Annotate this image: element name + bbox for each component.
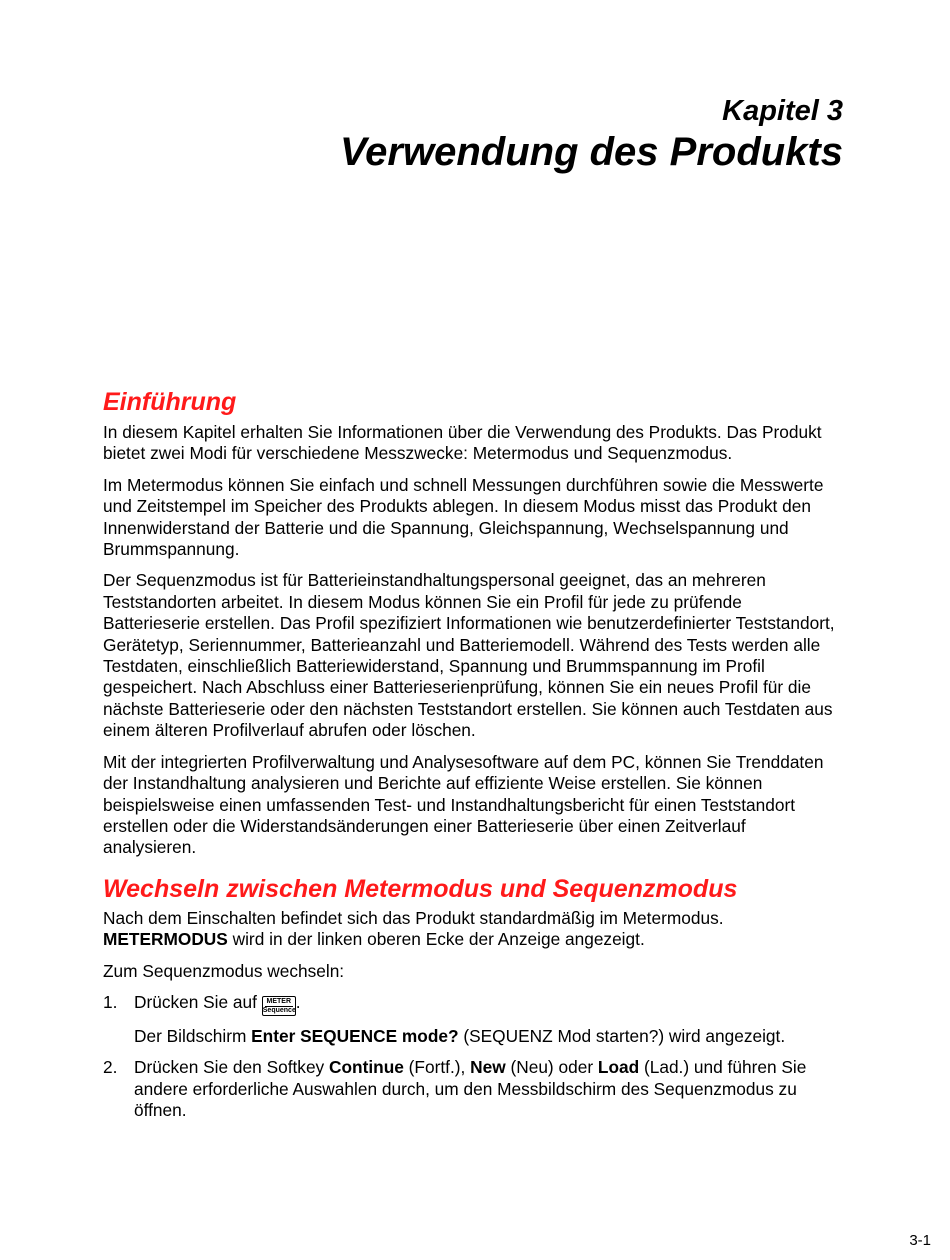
step-1-period: . — [295, 991, 301, 1012]
steps-list — [103, 992, 843, 1122]
step-1-result — [134, 1026, 843, 1047]
step-1-screen-name: Enter SEQUENCE mode? — [251, 1025, 459, 1046]
section-heading-introduction: Einführung — [103, 388, 237, 416]
softkey-new-label: New — [470, 1057, 506, 1078]
page-number: 3-1 — [909, 1232, 931, 1249]
step-number: 1. — [103, 991, 118, 1012]
key-icon-bottom-label: Sequence — [262, 1006, 296, 1014]
intro-paragraph-1: In diesem Kapitel erhalten Sie Informationen über die Verwendung des Produkts. Das Produkt bietet zwei Modi für verschiedene Messzwecke: Metermodus und Sequenzmodus. — [103, 422, 822, 464]
step-2-t1: (Fortf.), — [403, 1057, 471, 1078]
chapter-label: Kapitel 3 — [722, 95, 843, 127]
step-1-result-pre: Der Bildschirm — [134, 1025, 252, 1046]
intro-paragraph-3: Der Sequenzmodus ist für Batterieinstandhaltungspersonal geeignet, das an mehreren Teststandorten arbeitet. In diesem Modus können Sie ein Profil für jede zu prüfende Batterieserie erstellen. Das Profil spezifiziert Informationen wie benutzerdefinierter Teststandort, Gerätetyp, Seriennummer, Batterieanzahl und Batteriemodell. Während des Tests werden alle Testdaten, einschließlich Batteriewiderstand, Spannung und Brummspannung im Profil gespeichert. Nach Abschluss einer Batterieserienprüfung, können Sie ein neues Profil für die nächste Batterieserie oder den nächsten Teststandort erstellen. Sie können auch Testdaten aus einem älteren Profilverlauf abrufen oder löschen. — [103, 570, 835, 741]
switch-intro-text: Nach dem Einschalten befindet sich das Produkt standardmäßig im Metermodus. — [103, 907, 724, 928]
switch-lead: Zum Sequenzmodus wechseln: — [103, 960, 345, 981]
intro-paragraph-4: Mit der integrierten Profilverwaltung und Analysesoftware auf dem PC, können Sie Trenddaten der Instandhaltung analysieren und Berichte auf effiziente Weise erstellen. Sie können beispielsweise einen umfassenden Test- und Instandhaltungsbericht für einen Teststandort erstellen oder die Widerstandsänderungen einer Batterieserie über einen Zeitverlauf analysieren. — [103, 751, 824, 858]
step-1-instruction: Drücken Sie auf — [134, 991, 262, 1012]
step-1-text — [134, 992, 843, 1016]
list-item-step-1 — [103, 992, 843, 1047]
meter-sequence-key-icon — [262, 996, 296, 1016]
key-icon-top-label: METER — [266, 997, 292, 1005]
page-content — [103, 386, 843, 1132]
step-2-text — [134, 1057, 843, 1121]
section-heading-switch-modes: Wechseln zwischen Metermodus und Sequenzmodus — [103, 874, 738, 903]
step-1-result-post: (SEQUENZ Mod starten?) wird angezeigt. — [458, 1025, 786, 1046]
softkey-continue-label: Continue — [329, 1057, 404, 1078]
switch-intro-rest: wird in der linken oberen Ecke der Anzeige angezeigt. — [227, 929, 645, 950]
metermode-label: METERMODUS — [103, 929, 228, 950]
list-item-step-2 — [103, 1057, 843, 1121]
intro-paragraph-2: Im Metermodus können Sie einfach und schnell Messungen durchführen sowie die Messwerte und Zeitstempel im Speicher des Produkts ablegen. In diesem Modus misst das Produkt den Innenwiderstand der Batterie und die Spannung, Gleichspannung, Wechselspannung und Brummspannung. — [103, 474, 824, 560]
step-2-t3: (Lad.) und führen Sie andere erforderliche Auswahlen durch, um den Messbildschirm des Sequenzmodus zu öffnen. — [134, 1057, 807, 1121]
chapter-title: Verwendung des Produkts — [339, 130, 843, 174]
switch-intro-paragraph — [103, 908, 843, 951]
step-number: 2. — [103, 1057, 118, 1078]
step-2-pre: Drücken Sie den Softkey — [134, 1057, 329, 1078]
softkey-load-label: Load — [597, 1057, 640, 1078]
step-2-t2: (Neu) oder — [505, 1057, 598, 1078]
